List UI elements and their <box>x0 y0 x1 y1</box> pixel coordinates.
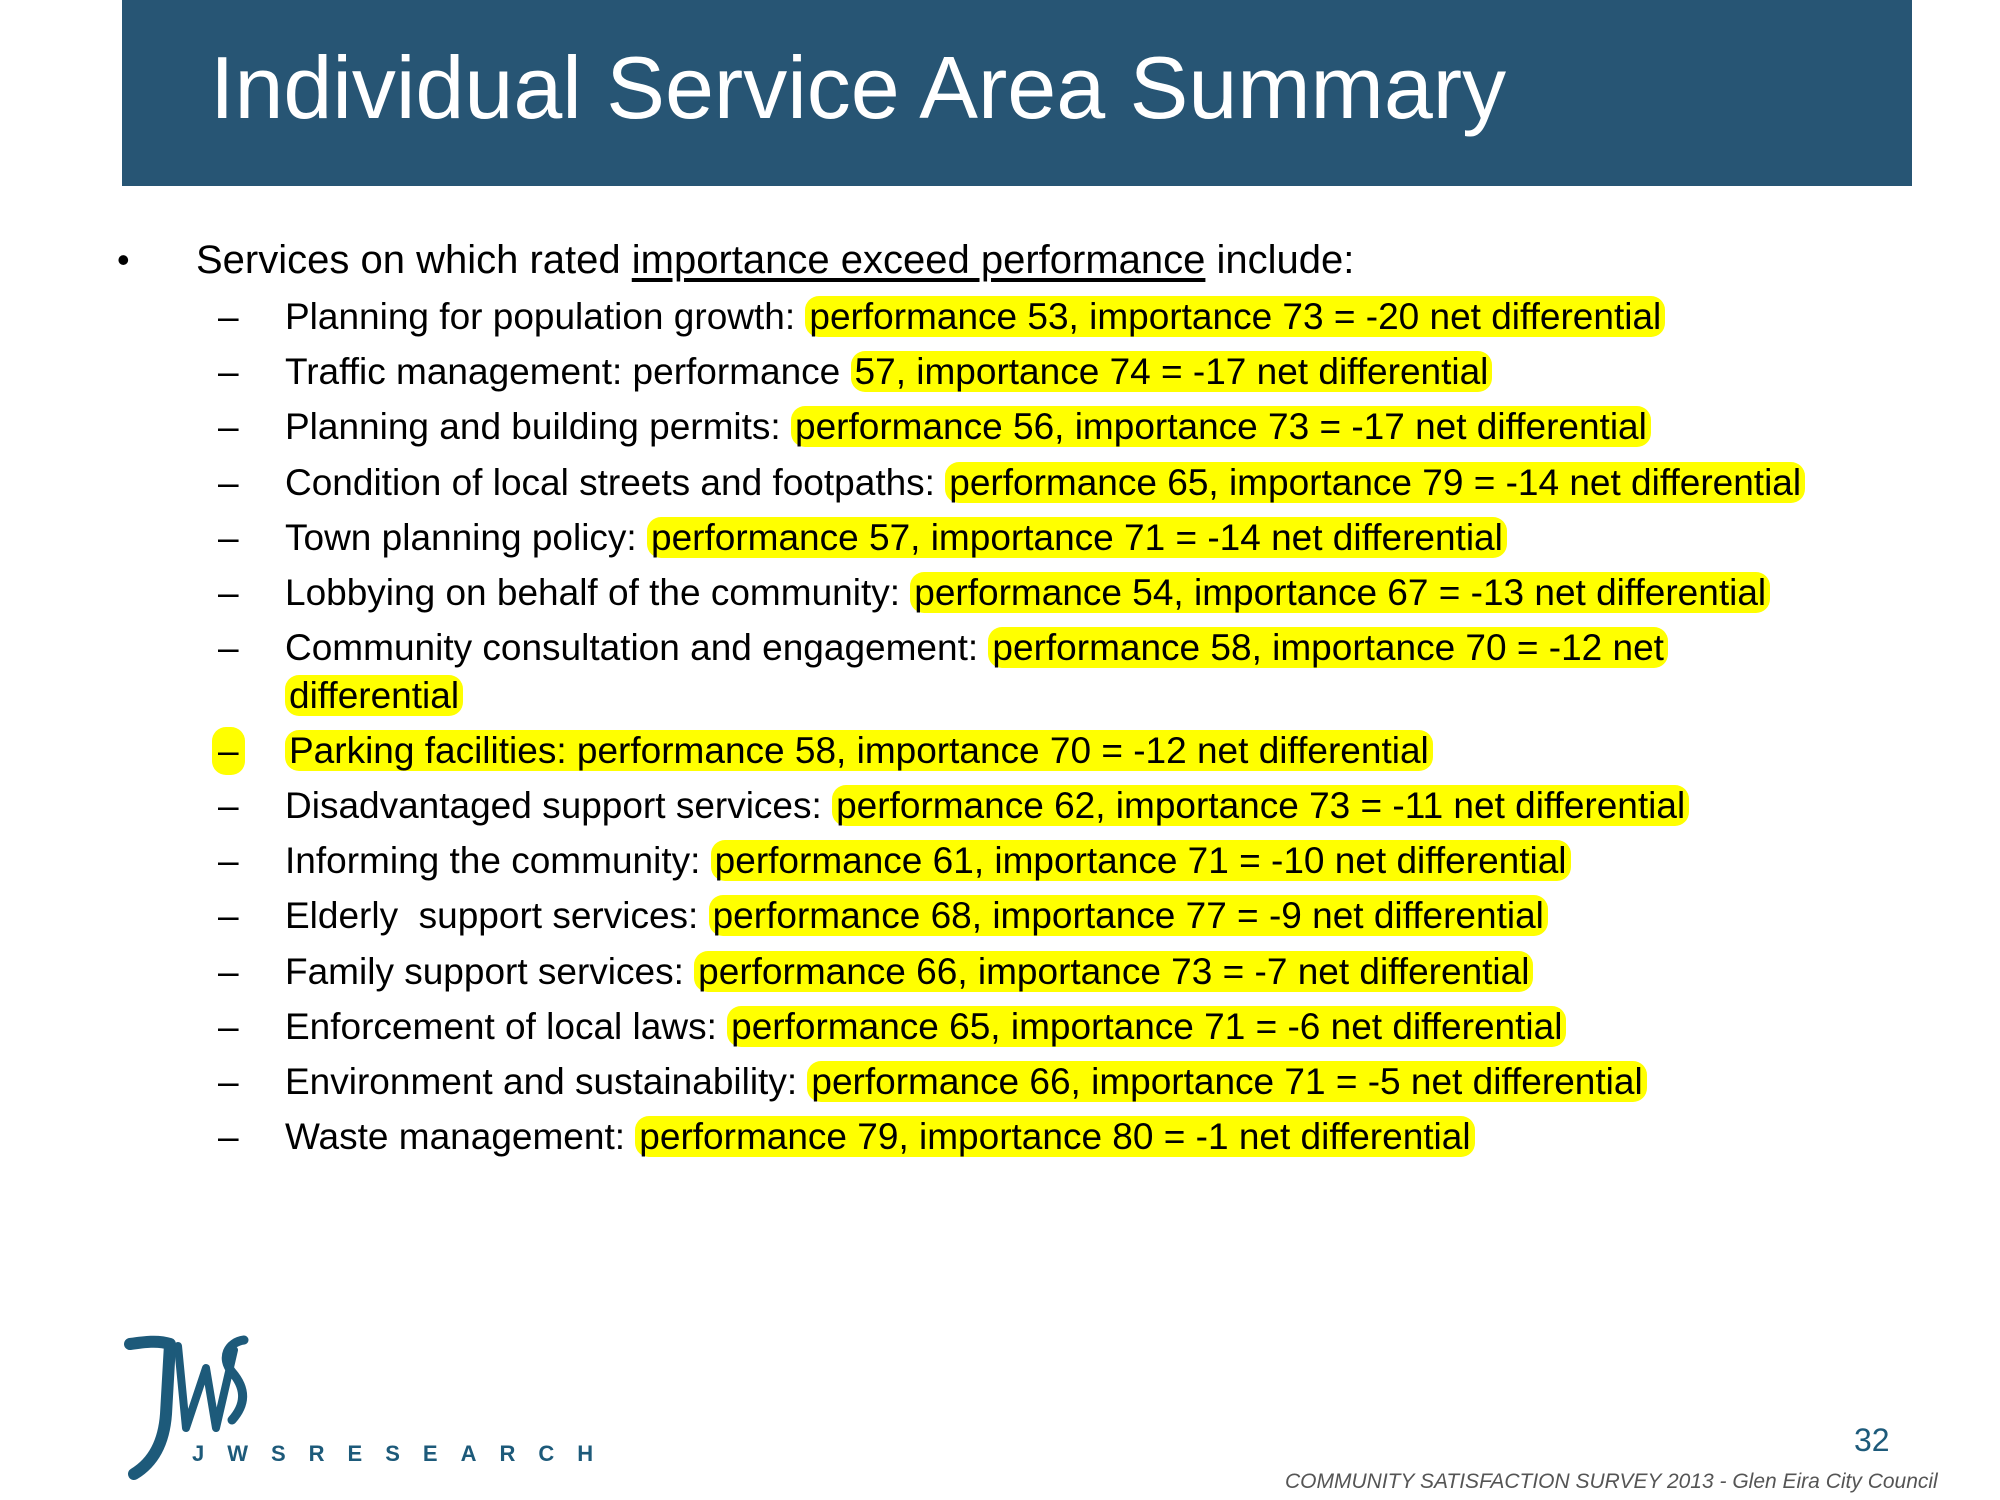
highlighted-scores: performance 56, importance 73 = -17 net differential <box>791 406 1651 447</box>
service-name: Lobbying on behalf of the community: <box>285 572 911 613</box>
highlighted-scores: performance 65, importance 71 = -6 net differential <box>727 1006 1566 1047</box>
service-name: Family support services: <box>285 951 695 992</box>
highlighted-scores: Parking facilities: performance 58, importance 70 = -12 net differential <box>285 730 1433 771</box>
dash-bullet: – <box>218 1116 239 1157</box>
lead-text-start: Services on which rated <box>196 238 632 282</box>
service-name: Planning for population growth: <box>285 296 806 337</box>
dash-bullet: – <box>218 351 239 392</box>
service-name: Elderly support services: <box>285 895 709 936</box>
service-name: Community consultation and engagement: <box>285 627 989 668</box>
service-name: Environment and sustainability: <box>285 1061 808 1102</box>
lead-text-end: include: <box>1205 238 1355 282</box>
bullet-icon: • <box>117 239 130 280</box>
dash-bullet: – <box>218 572 239 613</box>
service-name: Planning and building permits: <box>285 406 791 447</box>
footer-text: COMMUNITY SATISFACTION SURVEY 2013 - Glen Eira City Council <box>1285 1470 1938 1493</box>
service-name: Informing the community: <box>285 840 711 881</box>
lead-emphasis: importance exceed performance <box>631 238 1206 282</box>
dash-bullet: – <box>218 296 239 337</box>
highlighted-scores: performance 62, importance 73 = -11 net differential <box>832 785 1689 826</box>
dash-bullet: – <box>212 727 245 775</box>
highlighted-scores: performance 58, importance 70 = -12 net differential <box>285 627 1668 716</box>
page-number: 32 <box>1854 1422 1890 1458</box>
service-name: Disadvantaged support services: <box>285 785 833 826</box>
service-name: Enforcement of local laws: <box>285 1006 728 1047</box>
highlighted-scores: performance 54, importance 67 = -13 net differential <box>910 572 1770 613</box>
slide-title: Individual Service Area Summary <box>210 38 1507 137</box>
highlighted-scores: performance 79, importance 80 = -1 net differential <box>635 1116 1474 1157</box>
dash-bullet: – <box>218 785 239 826</box>
highlighted-scores: performance 65, importance 79 = -14 net differential <box>945 462 1805 503</box>
title-bar <box>122 0 1912 186</box>
lead-bullet <box>196 236 1354 284</box>
service-name: Condition of local streets and footpaths: <box>285 462 946 503</box>
dash-bullet: – <box>218 517 239 558</box>
highlighted-scores: performance 53, importance 73 = -20 net differential <box>805 296 1665 337</box>
highlighted-scores: performance 57, importance 71 = -14 net differential <box>647 517 1507 558</box>
logo-wordmark: JWSRESEARCH <box>192 1441 617 1466</box>
highlighted-scores: performance 66, importance 73 = -7 net differential <box>694 951 1533 992</box>
highlighted-scores: performance 61, importance 71 = -10 net differential <box>711 840 1571 881</box>
dash-bullet: – <box>218 840 239 881</box>
dash-bullet: – <box>218 627 239 668</box>
dash-bullet: – <box>218 462 239 503</box>
service-name: Waste management: <box>285 1116 636 1157</box>
highlighted-scores: 57, importance 74 = -17 net differential <box>851 351 1493 392</box>
dash-bullet: – <box>218 1061 239 1102</box>
highlighted-scores: performance 66, importance 71 = -5 net differential <box>807 1061 1646 1102</box>
dash-bullet: – <box>218 406 239 447</box>
dash-bullet: – <box>218 895 239 936</box>
dash-bullet: – <box>218 1006 239 1047</box>
dash-bullet: – <box>218 951 239 992</box>
service-name: Traffic management: performance <box>285 351 851 392</box>
highlighted-scores: performance 68, importance 77 = -9 net differential <box>709 895 1548 936</box>
service-name: Town planning policy: <box>285 517 647 558</box>
